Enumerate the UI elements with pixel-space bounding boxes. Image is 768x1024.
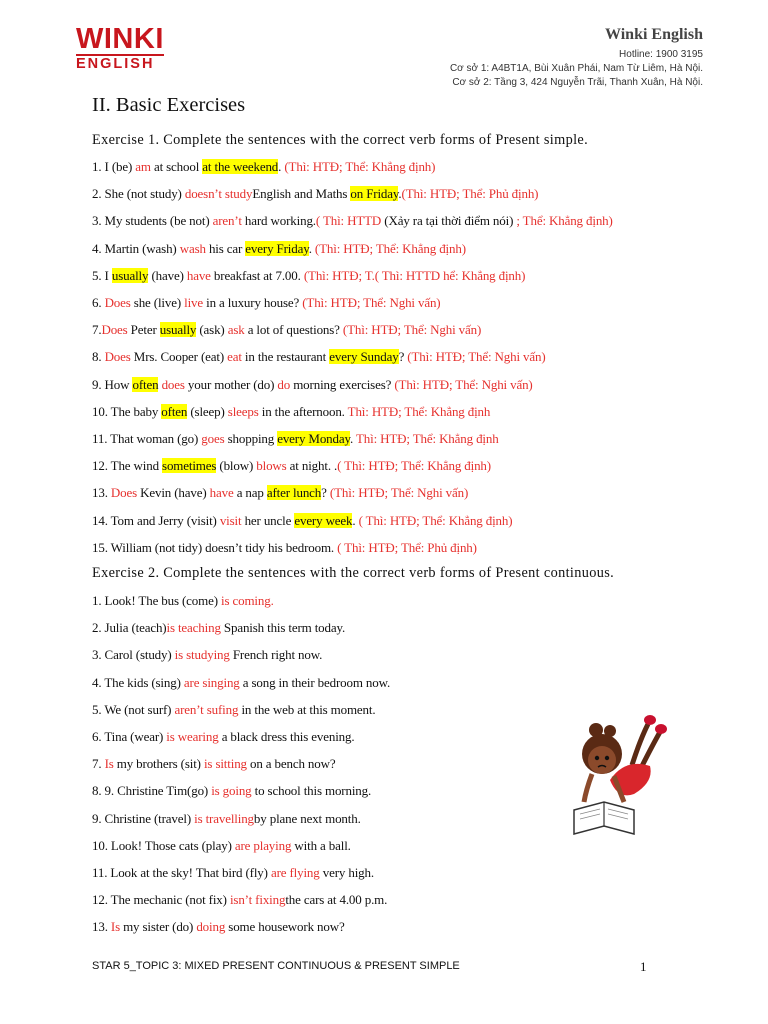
sentence-text: to school this morning. xyxy=(251,783,372,799)
address-2: Cơ sở 2: Tầng 3, 424 Nguyễn Trãi, Thanh Xuân, Hà Nội. xyxy=(452,77,703,88)
page-number: 1 xyxy=(640,959,647,974)
answer-text: do xyxy=(277,376,291,392)
sentence-text: shopping xyxy=(224,431,278,446)
sentence-line xyxy=(92,267,525,285)
sentence-text: his car xyxy=(205,240,246,256)
answer-text: aren’t xyxy=(212,213,242,229)
sentence-text: my brothers (sit) xyxy=(113,756,204,772)
sentence-text: ? xyxy=(321,485,330,501)
answer-text: am xyxy=(135,159,151,174)
sentence-text: 14. Tom and Jerry (visit) xyxy=(92,512,220,528)
answer-text: Does xyxy=(101,322,128,338)
sentence-text: ? xyxy=(398,349,408,365)
answer-text: Does xyxy=(110,485,138,501)
answer-text: Thì: HTĐ; Thể: Khẳng định xyxy=(355,431,499,446)
answer-text: is wearing xyxy=(166,729,219,744)
sentence-text: 6. Tina (wear) xyxy=(92,729,167,744)
sentence-text: very high. xyxy=(319,865,374,880)
highlighted-text: often xyxy=(132,376,159,392)
sentence-line xyxy=(92,457,491,475)
sentence-text: (ask) xyxy=(196,322,228,338)
sentence-text: on a bench now? xyxy=(246,756,336,772)
answer-text: ( Thì: HTĐ; Thể: Phủ định) xyxy=(337,539,477,555)
answer-text: are playing xyxy=(234,837,292,853)
sentence-line xyxy=(92,403,490,421)
answer-text: (Thì: HTĐ; Thể: Khẳng định) xyxy=(314,240,466,256)
answer-text: visit xyxy=(219,512,242,528)
answer-text: does xyxy=(161,376,185,392)
answer-text: Does xyxy=(104,295,131,310)
sentence-text: 1. Look! The bus (come) xyxy=(92,593,222,608)
answer-text: ask xyxy=(227,322,245,338)
answer-text: have xyxy=(186,267,211,283)
sentence-line xyxy=(92,782,371,800)
sentence-line xyxy=(92,918,345,936)
sentence-text: (sleep) xyxy=(187,403,228,419)
answer-text: (Thì: HTĐ; Thể: Nghi vấn) xyxy=(302,295,441,310)
answer-text: are flying xyxy=(270,865,320,880)
sentence-text: 6. xyxy=(92,295,105,310)
sentence-text: by plane next month. xyxy=(253,810,361,826)
answer-text: Is xyxy=(104,756,114,772)
sentence-text: the cars at 4.00 p.m. xyxy=(285,892,388,908)
highlighted-text: often xyxy=(161,403,188,419)
sentence-text: 10. The baby xyxy=(92,403,162,419)
sentence-text: Kevin (have) xyxy=(137,485,210,501)
sentence-text: Spanish this term today. xyxy=(220,620,346,636)
sentence-text: (have) xyxy=(148,267,187,283)
answer-text: is sitting xyxy=(203,756,247,772)
sentence-text: 4. The kids (sing) xyxy=(92,674,184,690)
answer-text: (Thì: HTĐ; T.( Thì: HTTD hể: Khẳng định) xyxy=(303,267,526,283)
brand-name: Winki English xyxy=(605,26,703,43)
highlighted-text: at the weekend xyxy=(202,159,279,174)
sentence-line xyxy=(92,539,477,557)
sentence-text: 12. The mechanic (not fix) xyxy=(92,892,230,908)
exercise-1-title: Exercise 1. Complete the sentences with the correct verb forms of Present simple. xyxy=(92,132,589,148)
sentence-text: . xyxy=(278,159,282,174)
sentence-text: 9. Christine (travel) xyxy=(92,810,195,826)
sentence-text: 13. xyxy=(92,485,111,501)
sentence-text: a lot of questions? xyxy=(244,322,343,338)
highlighted-text: every Sunday xyxy=(329,349,399,365)
highlighted-text: usually xyxy=(159,322,197,338)
sentence-text: in the afternoon. xyxy=(258,403,348,419)
sentence-text: (Xảy ra tại thời điểm nói) xyxy=(384,213,514,229)
sentence-text: 8. 9. Christine Tim(go) xyxy=(92,783,212,799)
sentence-line xyxy=(92,646,322,664)
sentence-text: 2. Julia (teach) xyxy=(92,620,167,636)
highlighted-text: on Friday xyxy=(350,186,399,202)
sentence-line xyxy=(92,185,538,203)
sentence-text: a nap xyxy=(233,485,267,501)
answer-text: (Thì: HTĐ; Thể: Khẳng định) xyxy=(281,159,436,174)
sentence-line xyxy=(92,430,499,448)
answer-text: eat xyxy=(227,349,242,365)
sentence-text: some housework now? xyxy=(225,919,345,935)
answer-text: Thì: HTĐ; Thể: Khẳng định xyxy=(347,403,491,419)
sentence-text: Peter xyxy=(127,322,160,338)
sentence-text: at night. . xyxy=(286,458,338,474)
sentence-text: 4. Martin (wash) xyxy=(92,240,180,256)
answer-text: Is xyxy=(110,919,120,935)
highlighted-text: every Friday xyxy=(245,240,309,256)
sentence-text: her uncle xyxy=(241,512,295,528)
sentence-text: 11. That woman (go) xyxy=(92,431,202,446)
sentence-line xyxy=(92,837,351,855)
sentence-text: in the restaurant xyxy=(241,349,330,365)
sentence-text: 5. I xyxy=(92,267,112,283)
winki-logo xyxy=(76,23,166,72)
answer-text: doing xyxy=(196,919,226,935)
answer-text: aren’t sufing xyxy=(174,701,239,717)
sentence-line xyxy=(92,294,440,312)
answer-text: have xyxy=(209,485,234,501)
sentence-text: 15. William (not tidy) doesn’t tidy his bedroom. xyxy=(92,539,338,555)
sentence-line xyxy=(92,376,533,394)
sentence-text: 12. The wind xyxy=(92,458,163,474)
highlighted-text: sometimes xyxy=(162,458,217,474)
sentence-line xyxy=(92,592,274,610)
answer-text: is going xyxy=(211,783,252,799)
sentence-text: French right now. xyxy=(229,647,323,663)
sentence-text: 13. xyxy=(92,919,111,935)
section-title: II. Basic Exercises xyxy=(92,94,246,116)
logo-text-winki: WINKI xyxy=(76,23,164,55)
sentence-line xyxy=(92,348,546,366)
sentence-line xyxy=(92,212,613,230)
sentence-line xyxy=(92,158,435,176)
sentence-text: a song in their bedroom now. xyxy=(239,674,391,690)
sentence-text: 11. Look at the sky! That bird (fly) xyxy=(92,865,271,880)
answer-text: (Thì: HTĐ; Thể: Nghi vấn) xyxy=(342,322,482,338)
answer-text: ( Thì: HTĐ; Thể: Khẳng định) xyxy=(337,458,491,474)
sentence-text: English and Maths xyxy=(252,186,351,202)
contact-block xyxy=(450,26,703,90)
sentence-text: 5. We (not surf) xyxy=(92,701,175,717)
answer-text: ( Thì: HTĐ; Thể: Khẳng định) xyxy=(358,512,513,528)
highlighted-text: every Monday xyxy=(277,431,351,446)
sentence-line xyxy=(92,619,345,637)
sentence-text: . xyxy=(308,240,315,256)
sentence-line xyxy=(92,810,361,828)
sentence-line xyxy=(92,674,390,692)
sentence-text: 3. My students (be not) xyxy=(92,213,213,229)
answer-text: isn’t fixing xyxy=(229,892,286,908)
sentence-line xyxy=(92,755,335,773)
sentence-text: 9. How xyxy=(92,376,133,392)
sentence-text: my sister (do) xyxy=(120,919,197,935)
answer-text: is travelling xyxy=(194,810,254,826)
logo-text-english: ENGLISH xyxy=(76,54,164,71)
sentence-text: your mother (do) xyxy=(184,376,278,392)
answer-text: goes xyxy=(201,431,225,446)
sentence-text: morning exercises? xyxy=(290,376,395,392)
footer-text: STAR 5_TOPIC 3: MIXED PRESENT CONTINUOUS & PRESENT SIMPLE xyxy=(92,960,460,972)
answer-text: ; Thể: Khẳng định) xyxy=(513,213,613,229)
sentence-line xyxy=(92,512,512,530)
answer-text: (Thì: HTĐ; Thể: Nghi vấn) xyxy=(329,485,469,501)
sentence-text: hard working. xyxy=(241,213,316,229)
sentence-text: 1. I (be) xyxy=(92,159,136,174)
sentence-text: . xyxy=(398,186,402,202)
sentence-text: 7. xyxy=(92,756,105,772)
sentence-text: she (live) xyxy=(130,295,185,310)
sentence-text: with a ball. xyxy=(291,837,351,853)
answer-text: doesn’t study xyxy=(184,186,253,202)
answer-text: (Thì: HTĐ; Thể: Phủ định) xyxy=(401,186,539,202)
sentence-line xyxy=(92,701,375,719)
answer-text: live xyxy=(184,295,204,310)
sentence-text: . xyxy=(352,512,359,528)
sentence-text: breakfast at 7.00. xyxy=(210,267,304,283)
highlighted-text: every week xyxy=(294,512,353,528)
sentence-text: Mrs. Cooper (eat) xyxy=(130,349,228,365)
sentence-line xyxy=(92,240,466,258)
sentence-text: 10. Look! Those cats (play) xyxy=(92,837,235,853)
sentence-text: 2. She (not study) xyxy=(92,186,185,202)
hotline: Hotline: 1900 3195 xyxy=(619,49,703,60)
answer-text: (Thì: HTĐ; Thể: Nghi vấn) xyxy=(394,376,533,392)
highlighted-text: after lunch xyxy=(266,485,322,501)
answer-text: ( Thì: HTTD xyxy=(315,213,385,229)
sentence-text: (blow) xyxy=(216,458,257,474)
girl-reading-illustration xyxy=(570,710,670,842)
sentence-text: 7. xyxy=(92,322,102,338)
answer-text: sleeps xyxy=(227,403,259,419)
answer-text: Does xyxy=(104,349,131,365)
sentence-text: 8. xyxy=(92,349,105,365)
address-1: Cơ sở 1: A4BT1A, Bùi Xuân Phái, Nam Từ Liêm, Hà Nội. xyxy=(449,63,703,74)
sentence-line xyxy=(92,728,354,746)
sentence-line xyxy=(92,891,387,909)
answer-text: blows xyxy=(256,458,287,474)
exercise-2-title: Exercise 2. Complete the sentences with the correct verb forms of Present continuous. xyxy=(92,565,615,581)
answer-text: is teaching xyxy=(166,620,221,636)
highlighted-text: usually xyxy=(111,267,149,283)
sentence-text: at school xyxy=(150,159,203,174)
sentence-text: in the web at this moment. xyxy=(238,701,376,717)
sentence-text: . xyxy=(350,431,356,446)
sentence-line xyxy=(92,321,481,339)
sentence-line xyxy=(92,484,468,502)
answer-text: (Thì: HTĐ; Thể: Nghi vấn) xyxy=(407,349,546,365)
sentence-text: a black dress this evening. xyxy=(218,729,355,744)
answer-text: are singing xyxy=(183,674,240,690)
sentence-line xyxy=(92,864,374,882)
answer-text: is studying xyxy=(174,647,230,663)
sentence-text: 3. Carol (study) xyxy=(92,647,175,663)
answer-text: is coming. xyxy=(221,593,274,608)
sentence-text: in a luxury house? xyxy=(203,295,303,310)
answer-text: wash xyxy=(179,240,206,256)
